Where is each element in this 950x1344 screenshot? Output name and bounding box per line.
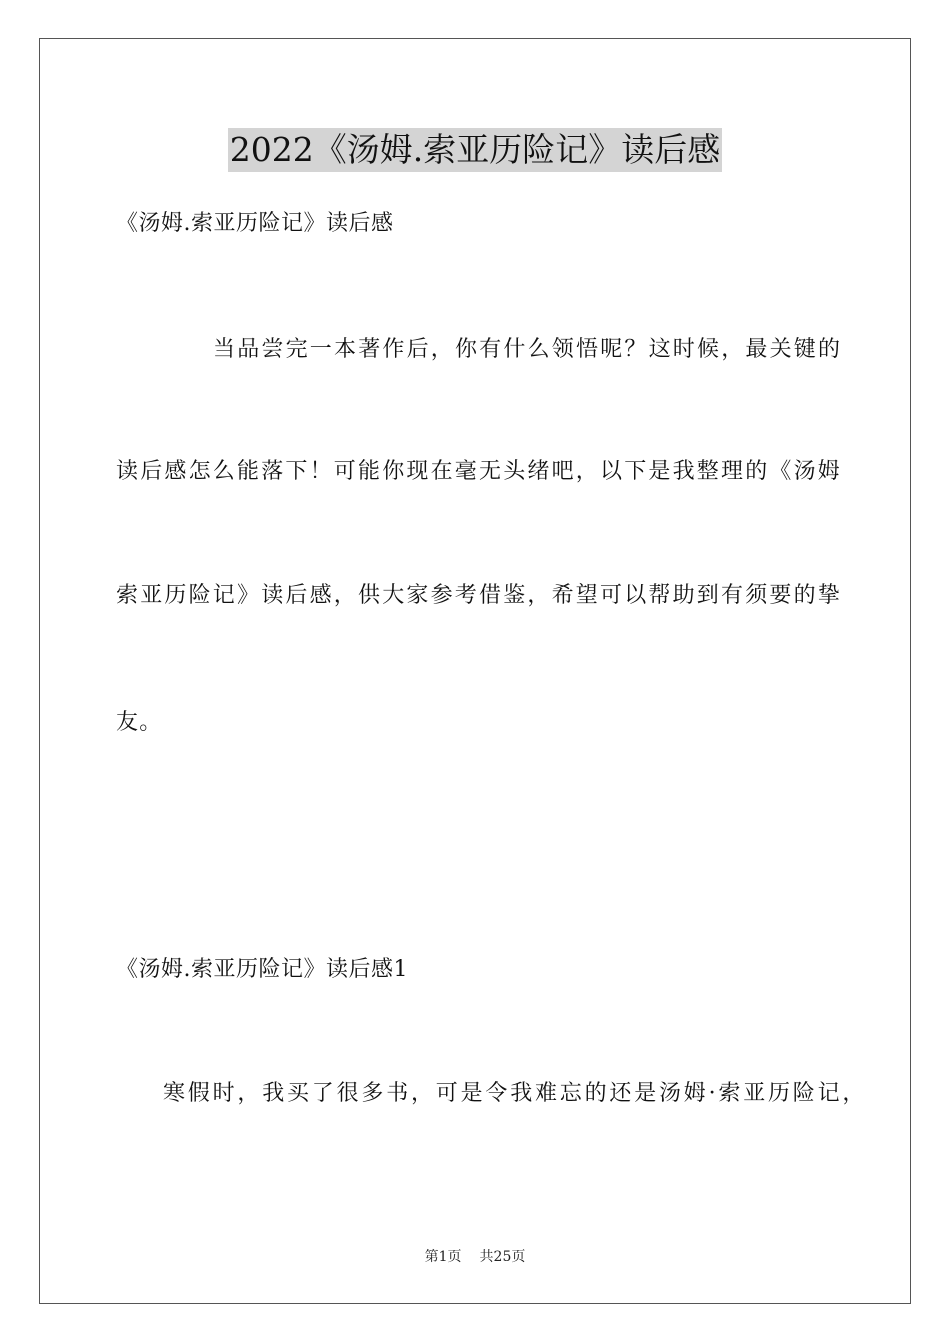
intro-line-2: 读后感怎么能落下！可能你现在毫无头绪吧，以下是我整理的《汤姆 [116,459,843,484]
intro-line-1: 当品尝完一本著作后，你有什么领悟呢？这时候，最关键的 [213,337,843,362]
section-line-1: 寒假时，我买了很多书，可是令我难忘的还是汤姆·索亚历险记， [163,1081,868,1106]
document-title: 2022《汤姆.索亚历险记》读后感 [228,128,722,172]
intro-line-3: 索亚历险记》读后感，供大家参考借鉴，希望可以帮助到有须要的挚 [116,583,843,608]
intro-line-4: 友。 [116,710,163,735]
title-container [0,128,950,172]
page-footer [0,1247,950,1267]
section-heading: 《汤姆.索亚历险记》读后感1 [116,957,408,982]
page-total-label: 共25页 [479,1249,526,1265]
document-subtitle: 《汤姆.索亚历险记》读后感 [116,211,394,236]
page-number-label: 第1页 [424,1249,462,1265]
